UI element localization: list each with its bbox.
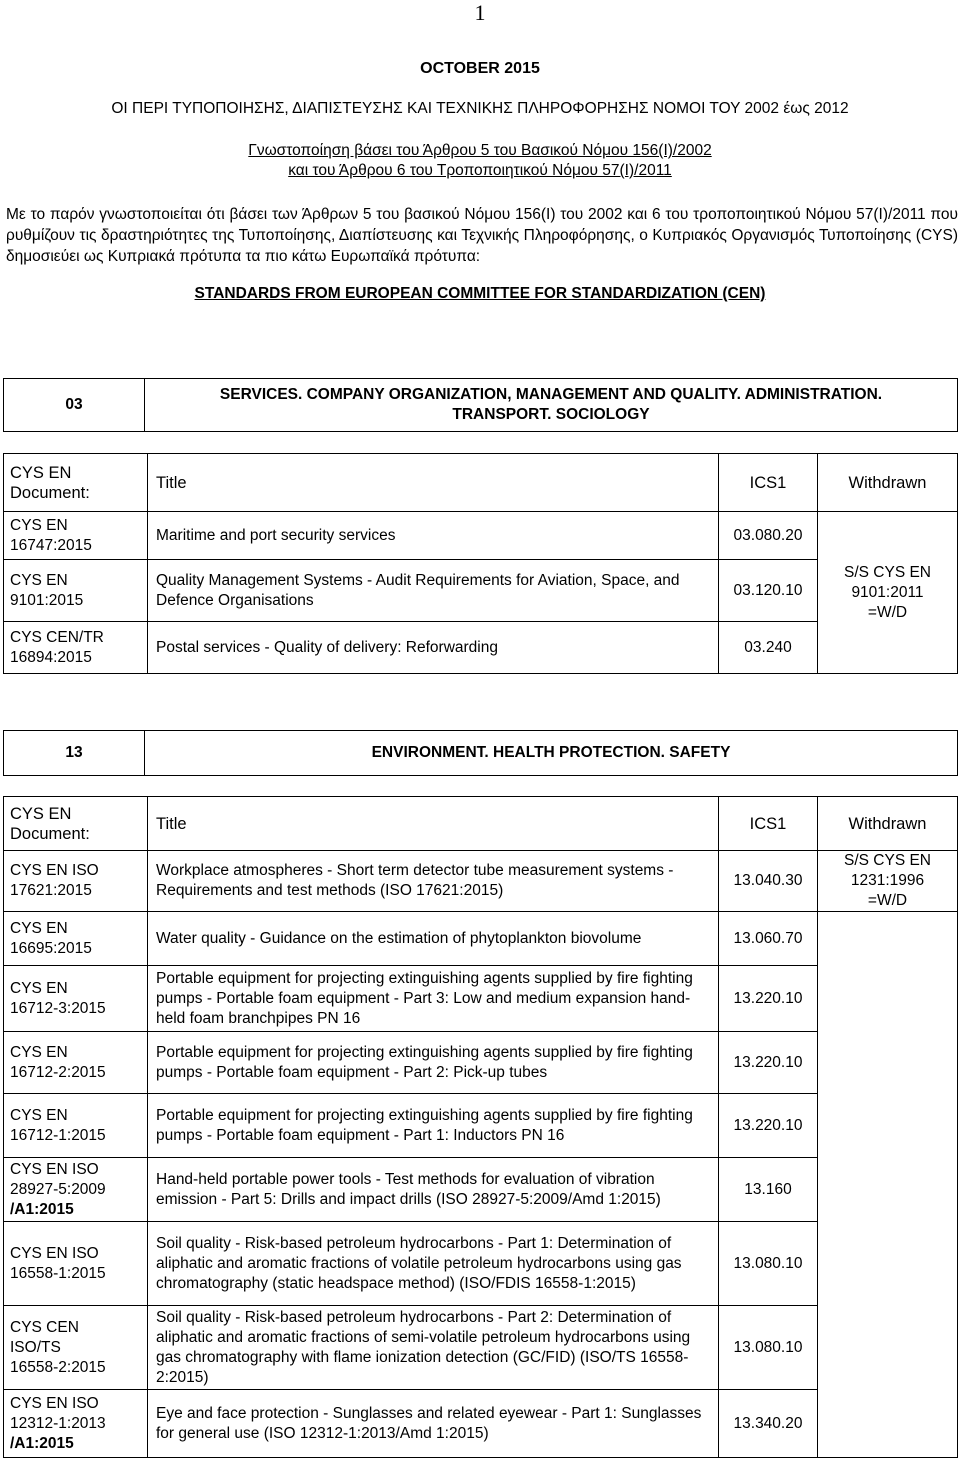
- title-header: Title: [148, 454, 719, 512]
- withdrawn-header: Withdrawn: [818, 454, 958, 512]
- doc-ics: 13.220.10: [719, 1032, 818, 1094]
- doc-number: [4, 1222, 148, 1306]
- doc-line: 9101:2015: [10, 591, 84, 609]
- doc-line: CYS EN: [10, 516, 68, 534]
- section-code: 03: [4, 379, 145, 432]
- doc-number: [4, 912, 148, 966]
- table-header-row: [4, 454, 958, 512]
- table-row: [4, 912, 958, 966]
- table-row: [4, 622, 958, 674]
- section-03-table: [3, 453, 958, 674]
- withdrawn-line: =W/D: [867, 892, 908, 909]
- doc-ics: 03.080.20: [719, 512, 818, 560]
- doc-line: 17621:2015: [10, 882, 92, 899]
- doc-title: Workplace atmospheres - Short term detector tube measurement systems - Requirements and test methods (ISO 17621:2015): [148, 851, 719, 912]
- doc-header: [4, 797, 148, 851]
- law-title: ΟΙ ΠΕΡΙ ΤΥΠΟΠΟΙΗΣΗΣ, ΔΙΑΠΙΣΤΕΥΣΗΣ ΚΑΙ ΤΕΧΝΙΚΗΣ ΠΛΗΡΟΦΟΡΗΣΗΣ ΝΟΜΟΙ ΤΟΥ 2002 έως 2012: [111, 100, 849, 117]
- withdrawn-empty: [818, 912, 958, 1458]
- withdrawn-line: S/S CYS EN: [844, 852, 931, 869]
- table-row: [4, 1032, 958, 1094]
- doc-number: [4, 1158, 148, 1222]
- withdrawn-cell: [818, 512, 958, 674]
- document-date: OCTOBER 2015: [420, 60, 540, 77]
- doc-number: [4, 851, 148, 912]
- doc-line: 16558-1:2015: [10, 1264, 106, 1282]
- doc-line: CYS EN ISO: [10, 1394, 99, 1412]
- doc-number: [4, 512, 148, 560]
- doc-ics: 13.080.10: [719, 1306, 818, 1390]
- doc-number: [4, 1094, 148, 1158]
- withdrawn-header: Withdrawn: [818, 797, 958, 851]
- doc-line: 16558-2:2015: [10, 1358, 106, 1376]
- table-row: [4, 1094, 958, 1158]
- table-row: [4, 851, 958, 912]
- ics-header: ICS1: [719, 797, 818, 851]
- doc-line: CYS CEN: [10, 1318, 79, 1336]
- doc-line: 16712-1:2015: [10, 1126, 106, 1144]
- withdrawn-line: 1231:1996: [850, 872, 925, 889]
- doc-ics: 13.220.10: [719, 1094, 818, 1158]
- doc-title: Quality Management Systems - Audit Requirements for Aviation, Space, and Defence Organisations: [148, 560, 719, 622]
- section-13-header: [3, 730, 958, 776]
- doc-ics: 13.340.20: [719, 1390, 818, 1458]
- doc-header-line-1: CYS EN: [10, 463, 72, 482]
- doc-title: Soil quality - Risk-based petroleum hydrocarbons - Part 2: Determination of aliphatic and aromatic fractions of semi-volatile petroleum hydrocarbons using gas chromatography with flame ionization detection (GC/FID) (ISO/TS 16558-2:2015): [148, 1306, 719, 1390]
- doc-line: 16747:2015: [10, 536, 92, 554]
- table-row: [4, 1390, 958, 1458]
- doc-title: Portable equipment for projecting extinguishing agents supplied by fire fighting pumps - Portable foam equipment - Part 3: Low and medium expansion hand-held foam branchpipes PN 16: [148, 966, 719, 1032]
- doc-line: 16695:2015: [10, 939, 92, 957]
- doc-line: CYS EN: [10, 1043, 68, 1061]
- withdrawn-line: 9101:2011: [851, 583, 924, 601]
- title-header: Title: [148, 797, 719, 851]
- doc-header-line-1: CYS EN: [10, 804, 72, 823]
- section-03-header: [3, 378, 958, 432]
- table-row: [4, 1306, 958, 1390]
- section-code: 13: [4, 731, 145, 776]
- doc-ics: 13.060.70: [719, 912, 818, 966]
- doc-title: Water quality - Guidance on the estimation of phytoplankton biovolume: [148, 912, 719, 966]
- doc-ics: 13.080.10: [719, 1222, 818, 1306]
- doc-title: Portable equipment for projecting extinguishing agents supplied by fire fighting pumps - Portable foam equipment - Part 1: Inductors PN 16: [148, 1094, 719, 1158]
- doc-ics: 13.220.10: [719, 966, 818, 1032]
- doc-line: CYS EN: [10, 919, 68, 937]
- doc-line: /A1:2015: [10, 1200, 74, 1218]
- doc-line: /A1:2015: [10, 1434, 74, 1452]
- doc-line: CYS EN ISO: [10, 1160, 99, 1178]
- section-name: ENVIRONMENT. HEALTH PROTECTION. SAFETY: [145, 731, 958, 776]
- doc-ics: 13.040.30: [719, 851, 818, 912]
- doc-title: Portable equipment for projecting extinguishing agents supplied by fire fighting pumps - Portable foam equipment - Part 2: Pick-up tubes: [148, 1032, 719, 1094]
- withdrawn-cell: [818, 851, 958, 912]
- doc-line: CYS CEN/TR: [10, 628, 104, 646]
- doc-number: [4, 560, 148, 622]
- notification-heading: [0, 141, 960, 181]
- doc-number: [4, 1390, 148, 1458]
- page-number: 1: [474, 0, 486, 25]
- doc-ics: 03.120.10: [719, 560, 818, 622]
- cen-heading: STANDARDS FROM EUROPEAN COMMITTEE FOR STANDARDIZATION (CEN): [194, 285, 766, 302]
- doc-line: 12312-1:2013: [10, 1414, 106, 1432]
- notification-line-1: Γνωστοποίηση βάσει του Άρθρου 5 του Βασικού Νόμου 156(Ι)/2002: [248, 142, 712, 159]
- doc-header-line-2: Document:: [10, 824, 90, 843]
- doc-line: CYS EN: [10, 571, 68, 589]
- doc-line: CYS EN: [10, 979, 68, 997]
- doc-header-line-2: Document:: [10, 483, 90, 502]
- doc-title: Postal services - Quality of delivery: Reforwarding: [148, 622, 719, 674]
- table-row: [4, 560, 958, 622]
- withdrawn-line: S/S CYS EN: [844, 563, 931, 581]
- doc-title: Hand-held portable power tools - Test methods for evaluation of vibration emission - Part 5: Drills and impact drills (ISO 28927-5:2009/Amd 1:2015): [148, 1158, 719, 1222]
- section-name-line-2: TRANSPORT. SOCIOLOGY: [452, 406, 650, 423]
- doc-line: CYS EN: [10, 1106, 68, 1124]
- section-name-line-1: SERVICES. COMPANY ORGANIZATION, MANAGEMENT AND QUALITY. ADMINISTRATION.: [219, 386, 883, 403]
- doc-line: ISO/TS: [10, 1338, 61, 1356]
- table-row: [4, 1222, 958, 1306]
- doc-number: [4, 966, 148, 1032]
- intro-paragraph: Με το παρόν γνωστοποιείται ότι βάσει των Άρθρων 5 του βασικού Νόμου 156(Ι) του 2002 και 6 του τροποποιητικού Νόμου 57(Ι)/2011 που ρυθμίζουν τις δραστηριότητες της Τυποποίησης, Διαπίστευσης και Τεχνικής Πληροφόρησης, ο Κυπριακός Οργανισμός Τυποποίησης (CYS) δημοσιεύει ως Κυπριακά πρότυπα τα πιο κάτω Ευρωπαϊκά πρότυπα:: [6, 206, 958, 265]
- doc-number: [4, 1306, 148, 1390]
- table-row: [4, 512, 958, 560]
- doc-line: CYS EN ISO: [10, 862, 99, 879]
- section-name: [145, 379, 958, 432]
- doc-title: Eye and face protection - Sunglasses and related eyewear - Part 1: Sunglasses for general use (ISO 12312-1:2013/Amd 1:2015): [148, 1390, 719, 1458]
- doc-title: Soil quality - Risk-based petroleum hydrocarbons - Part 1: Determination of aliphatic and aromatic fractions of volatile petroleum hydrocarbons using gas chromatography (static headspace method) (ISO/FDIS 16558-1:2015): [148, 1222, 719, 1306]
- notification-line-2: και του Άρθρου 6 του Τροποποιητικού Νόμου 57(Ι)/2011: [288, 162, 672, 179]
- doc-number: [4, 1032, 148, 1094]
- ics-header: ICS1: [719, 454, 818, 512]
- table-row: [4, 966, 958, 1032]
- doc-ics: 13.160: [719, 1158, 818, 1222]
- doc-line: 16712-3:2015: [10, 999, 106, 1017]
- doc-header: [4, 454, 148, 512]
- doc-line: 16894:2015: [10, 648, 92, 666]
- doc-ics: 03.240: [719, 622, 818, 674]
- section-13-table: [3, 796, 958, 1458]
- table-row: [4, 1158, 958, 1222]
- doc-line: 16712-2:2015: [10, 1063, 106, 1081]
- doc-line: 28927-5:2009: [10, 1180, 106, 1198]
- doc-number: [4, 622, 148, 674]
- doc-line: CYS EN ISO: [10, 1244, 99, 1262]
- withdrawn-line: =W/D: [867, 603, 908, 621]
- doc-title: Maritime and port security services: [148, 512, 719, 560]
- table-header-row: [4, 797, 958, 851]
